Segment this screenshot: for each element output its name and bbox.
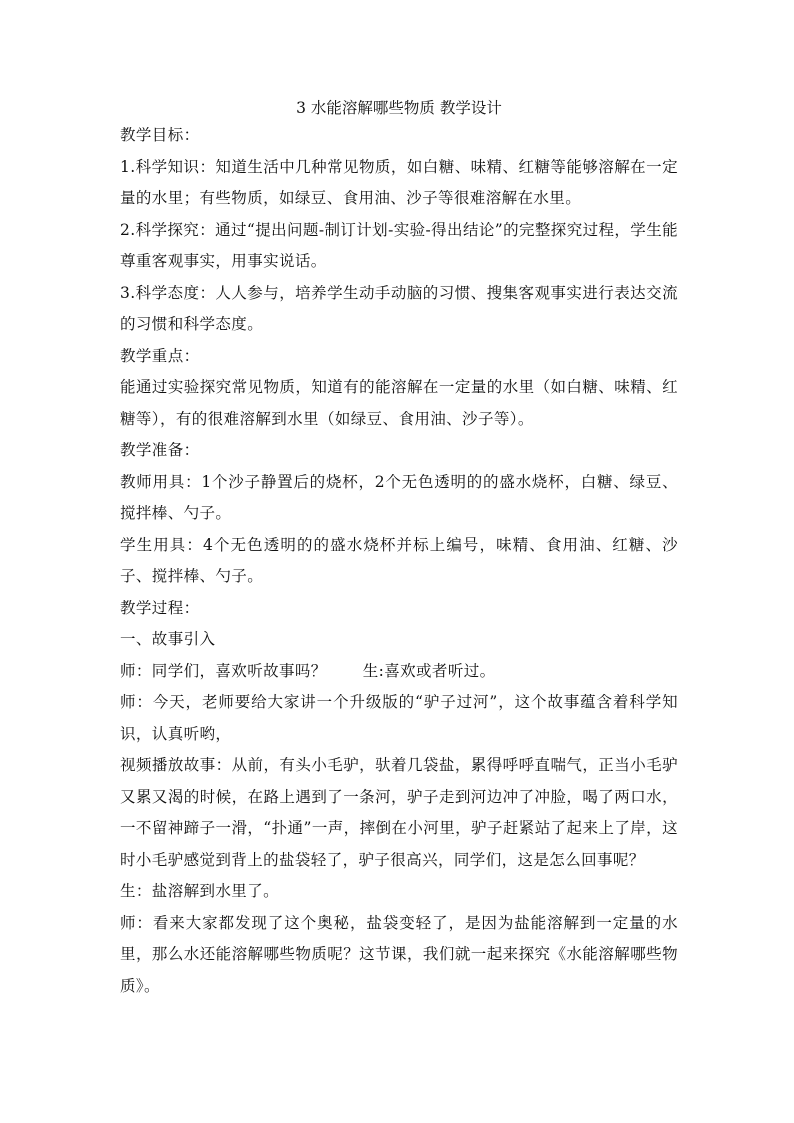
document-page [120, 96, 678, 1002]
dialog-student: 生:喜欢或者听过。 [362, 661, 496, 680]
goal-knowledge: 1.科学知识：知道生活中几种常见物质，如白糖、味精、红糖等能够溶解在一定量的水里；有些物质，如绿豆、食用油、沙子等很难溶解在水里。 [120, 157, 678, 207]
teacher-conclusion: 师：看来大家都发现了这个奥秘，盐袋变轻了，是因为盐能溶解到一定量的水里，那么水还能溶解哪些物质呢？这节课，我们就一起来探究《水能溶解哪些物质》。 [120, 913, 678, 995]
dialog-teacher: 师：同学们，喜欢听故事吗？ [120, 661, 327, 680]
goal-attitude: 3.科学态度：人人参与，培养学生动手动脑的习惯、搜集客观事实进行表达交流的习惯和科学态度。 [120, 283, 678, 333]
prep-heading: 教学准备： [120, 441, 200, 459]
process-heading: 教学过程： [120, 598, 200, 617]
story-text: 视频播放故事：从前，有头小毛驴，驮着几袋盐，累得呼呼直喘气，正当小毛驴又累又渴的时候，在路上遇到了一条河，驴子走到河边冲了冲脸，喝了两口水，一不留神蹄子一滑，“扑通”一声，摔倒在小河里，驴子赶紧站了起来上了岸，这时小毛驴感觉到背上的盐袋轻了，驴子很高兴，同学们，这是怎么回事呢？ [120, 756, 678, 869]
teacher-tools: 教师用具：1个沙子静置后的烧杯，2个无色透明的的盛水烧杯，白糖、绿豆、搅拌棒、勺子。 [120, 472, 678, 522]
goal-inquiry: 2.科学探究：通过“提出问题-制订计划-实验-得出结论”的完整探究过程，学生能尊重客观事实，用事实说话。 [120, 220, 678, 270]
dialog-line-1 [120, 656, 678, 688]
student-answer: 生：盐溶解到水里了。 [120, 882, 280, 900]
goals-heading: 教学目标： [120, 126, 200, 144]
focus-text: 能通过实验探究常见物质，知道有的能溶解在一定量的水里（如白糖、味精、红糖等），有的很难溶解到水里（如绿豆、食用油、沙子等）。 [120, 378, 678, 428]
focus-heading: 教学重点： [120, 346, 200, 365]
document-title: 3 水能溶解哪些物质 教学设计 [296, 99, 502, 117]
section-story-intro: 一、故事引入 [120, 630, 216, 648]
student-tools: 学生用具：4个无色透明的的盛水烧杯并标上编号，味精、食用油、红糖、沙子、搅拌棒、勺子。 [120, 535, 678, 585]
dialog-line-2: 师：今天，老师要给大家讲一个升级版的“驴子过河”，这个故事蕴含着科学知识，认真听哟， [120, 693, 678, 743]
